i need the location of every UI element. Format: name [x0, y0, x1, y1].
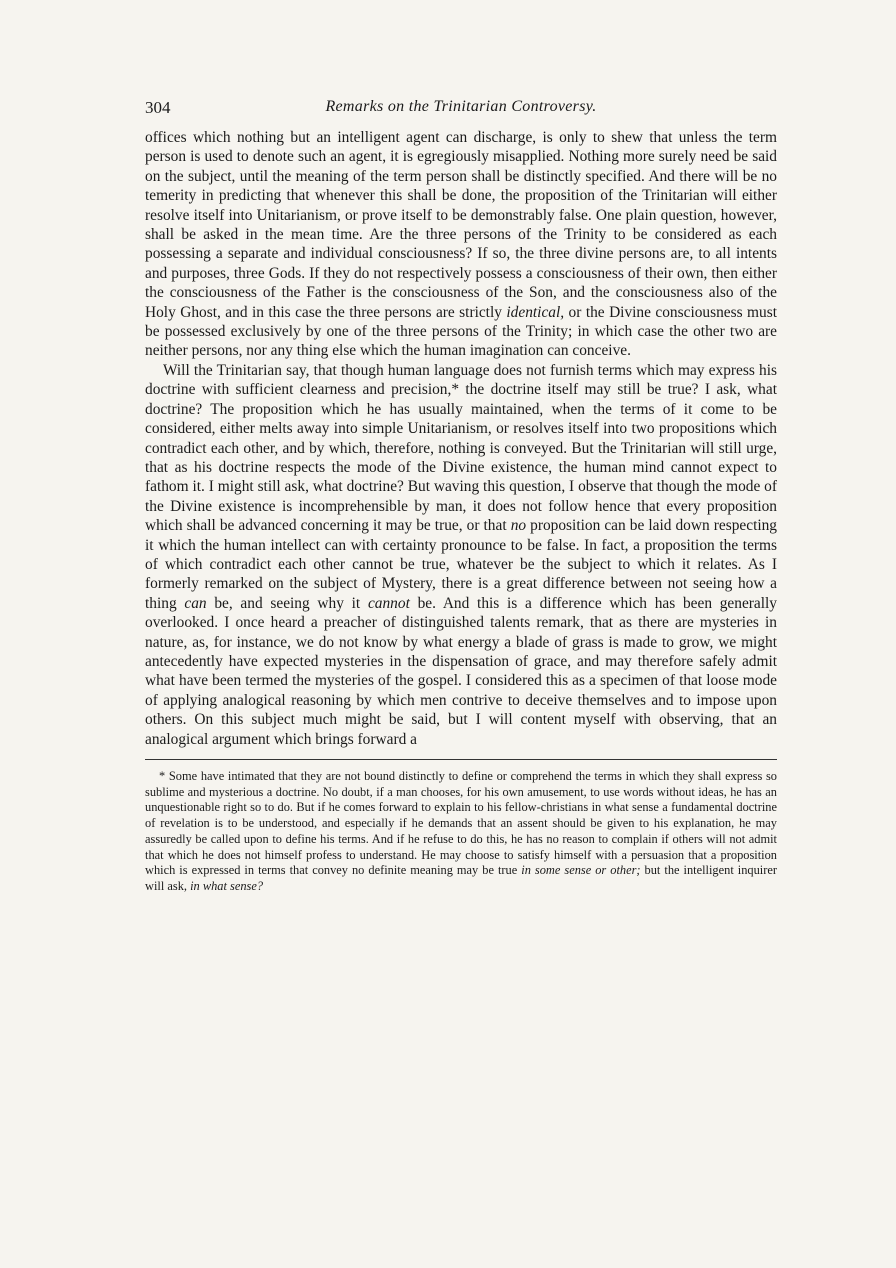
emphasis-can: can — [184, 594, 207, 612]
paragraph-2-text-cont-3: be. And this is a difference which has been generally overlooked. I once heard a preacher of distinguished talents remark, that as there are mysteries in nature, as, for instance, we do not know by what energy a blade of grass is made to grow, we might antecedently have expected mysteries in the dispensation of grace, and may therefore safely admit what have been termed the mysteries of the gospel. I considered this as a specimen of that loose mode of applying analogical reasoning by which men contrive to deceive themselves and to impose upon others. On this subject much might be said, but I will content myself with observing, that an analogical argument which brings forward a — [145, 594, 777, 748]
paragraph-2-text: Will the Trinitarian say, that though human language does not furnish terms which may express his doctrine with sufficient clearness and precision,* the doctrine itself may still be true? I ask, what doctrine? The proposition which he has usually maintained, when the terms of it come to be considered, either melts away into simple Unitarianism, or resolves itself into two propositions which contradict each other, and by which, therefore, nothing is conveyed. But the Trinitarian will still urge, that as his doctrine respects the mode of the Divine existence, the human mind cannot expect to fathom it. I might still ask, what doctrine? But waving this question, I observe that though the mode of the Divine existence is incomprehensible by man, it does not follow hence that every proposition which shall be advanced concerning it may be true, or that — [145, 361, 777, 535]
page-number: 304 — [145, 98, 171, 117]
paragraph-2-text-cont-2: be, and seeing why it — [206, 594, 368, 612]
paragraph-2-text-cont: proposition can be laid down respecting it which the human intellect can with certainty pronounce to be false. In fact, a proposition the terms of which contradict each other cannot be true, whatever be the subject to which it relates. As I formerly remarked on the subject of Mystery, there is a great difference between not seeing how a thing — [145, 517, 778, 612]
emphasis-cannot: cannot — [367, 594, 410, 612]
footnote-text: * Some have intimated that they are not bound distinctly to define or comprehend the terms in which they shall express so sublime and mysterious a doctrine. No doubt, if a man chooses, for his own amusement, to use words without ideas, he has an unquestionable right so to do. But if he comes forward to explain to his fellow-christians in what sense a fundamental doctrine of revelation is to be understood, and especially if he demands that an assent should be given to his explanation, he may assuredly be called upon to define his terms. And if he refuse to do this, he has no reason to complain if others will not admit that which he does not himself profess to understand. He may choose to satisfy himself with a persuasion that a proposition which is expressed in terms that convey no definite meaning may be true — [145, 769, 777, 878]
body-text — [145, 128, 777, 749]
running-title: Remarks on the Trinitarian Controversy. — [325, 98, 597, 115]
footnote-emphasis-2: in what sense? — [190, 878, 264, 893]
paragraph-1-text-cont: or the Divine consciousness must be possessed exclusively by one of the three persons of the Trinity; in which case the other two are neither persons, nor any thing else which the human imagination can conceive. — [145, 303, 777, 360]
paragraph-2 — [145, 361, 777, 749]
footnote-text-cont: but the intelligent inquirer will ask, — [145, 863, 778, 893]
page — [145, 98, 777, 895]
emphasis-identical: identical, — [506, 303, 565, 321]
paragraph-1 — [145, 128, 777, 361]
emphasis-no: no — [510, 517, 527, 535]
paragraph-1-text: offices which nothing but an intelligent agent can discharge, is only to shew that unless the term person is used to denote such an agent, it is egregiously misapplied. Nothing more surely need be said on the subject, until the meaning of the term person shall be distinctly specified. And there will be no temerity in predicting that whenever this shall be done, the proposition of the Trinitarian will either resolve itself into Unitarianism, or prove itself to be demonstrably false. One plain question, however, shall be asked in the mean time. Are the three persons of the Trinity to be considered as each possessing a separate and individual consciousness? If so, the three divine persons are, to all intents and purposes, three Gods. If they do not respectively possess a consciousness of their own, then either the consciousness of the Father is the consciousness of the Son, and the consciousness also of the Holy Ghost, and in this case the three persons are strictly — [145, 129, 777, 321]
footnote-divider — [145, 759, 777, 760]
page-header — [145, 98, 777, 128]
footnote-emphasis-1: in some sense or other; — [521, 863, 641, 878]
footnote — [145, 769, 777, 895]
